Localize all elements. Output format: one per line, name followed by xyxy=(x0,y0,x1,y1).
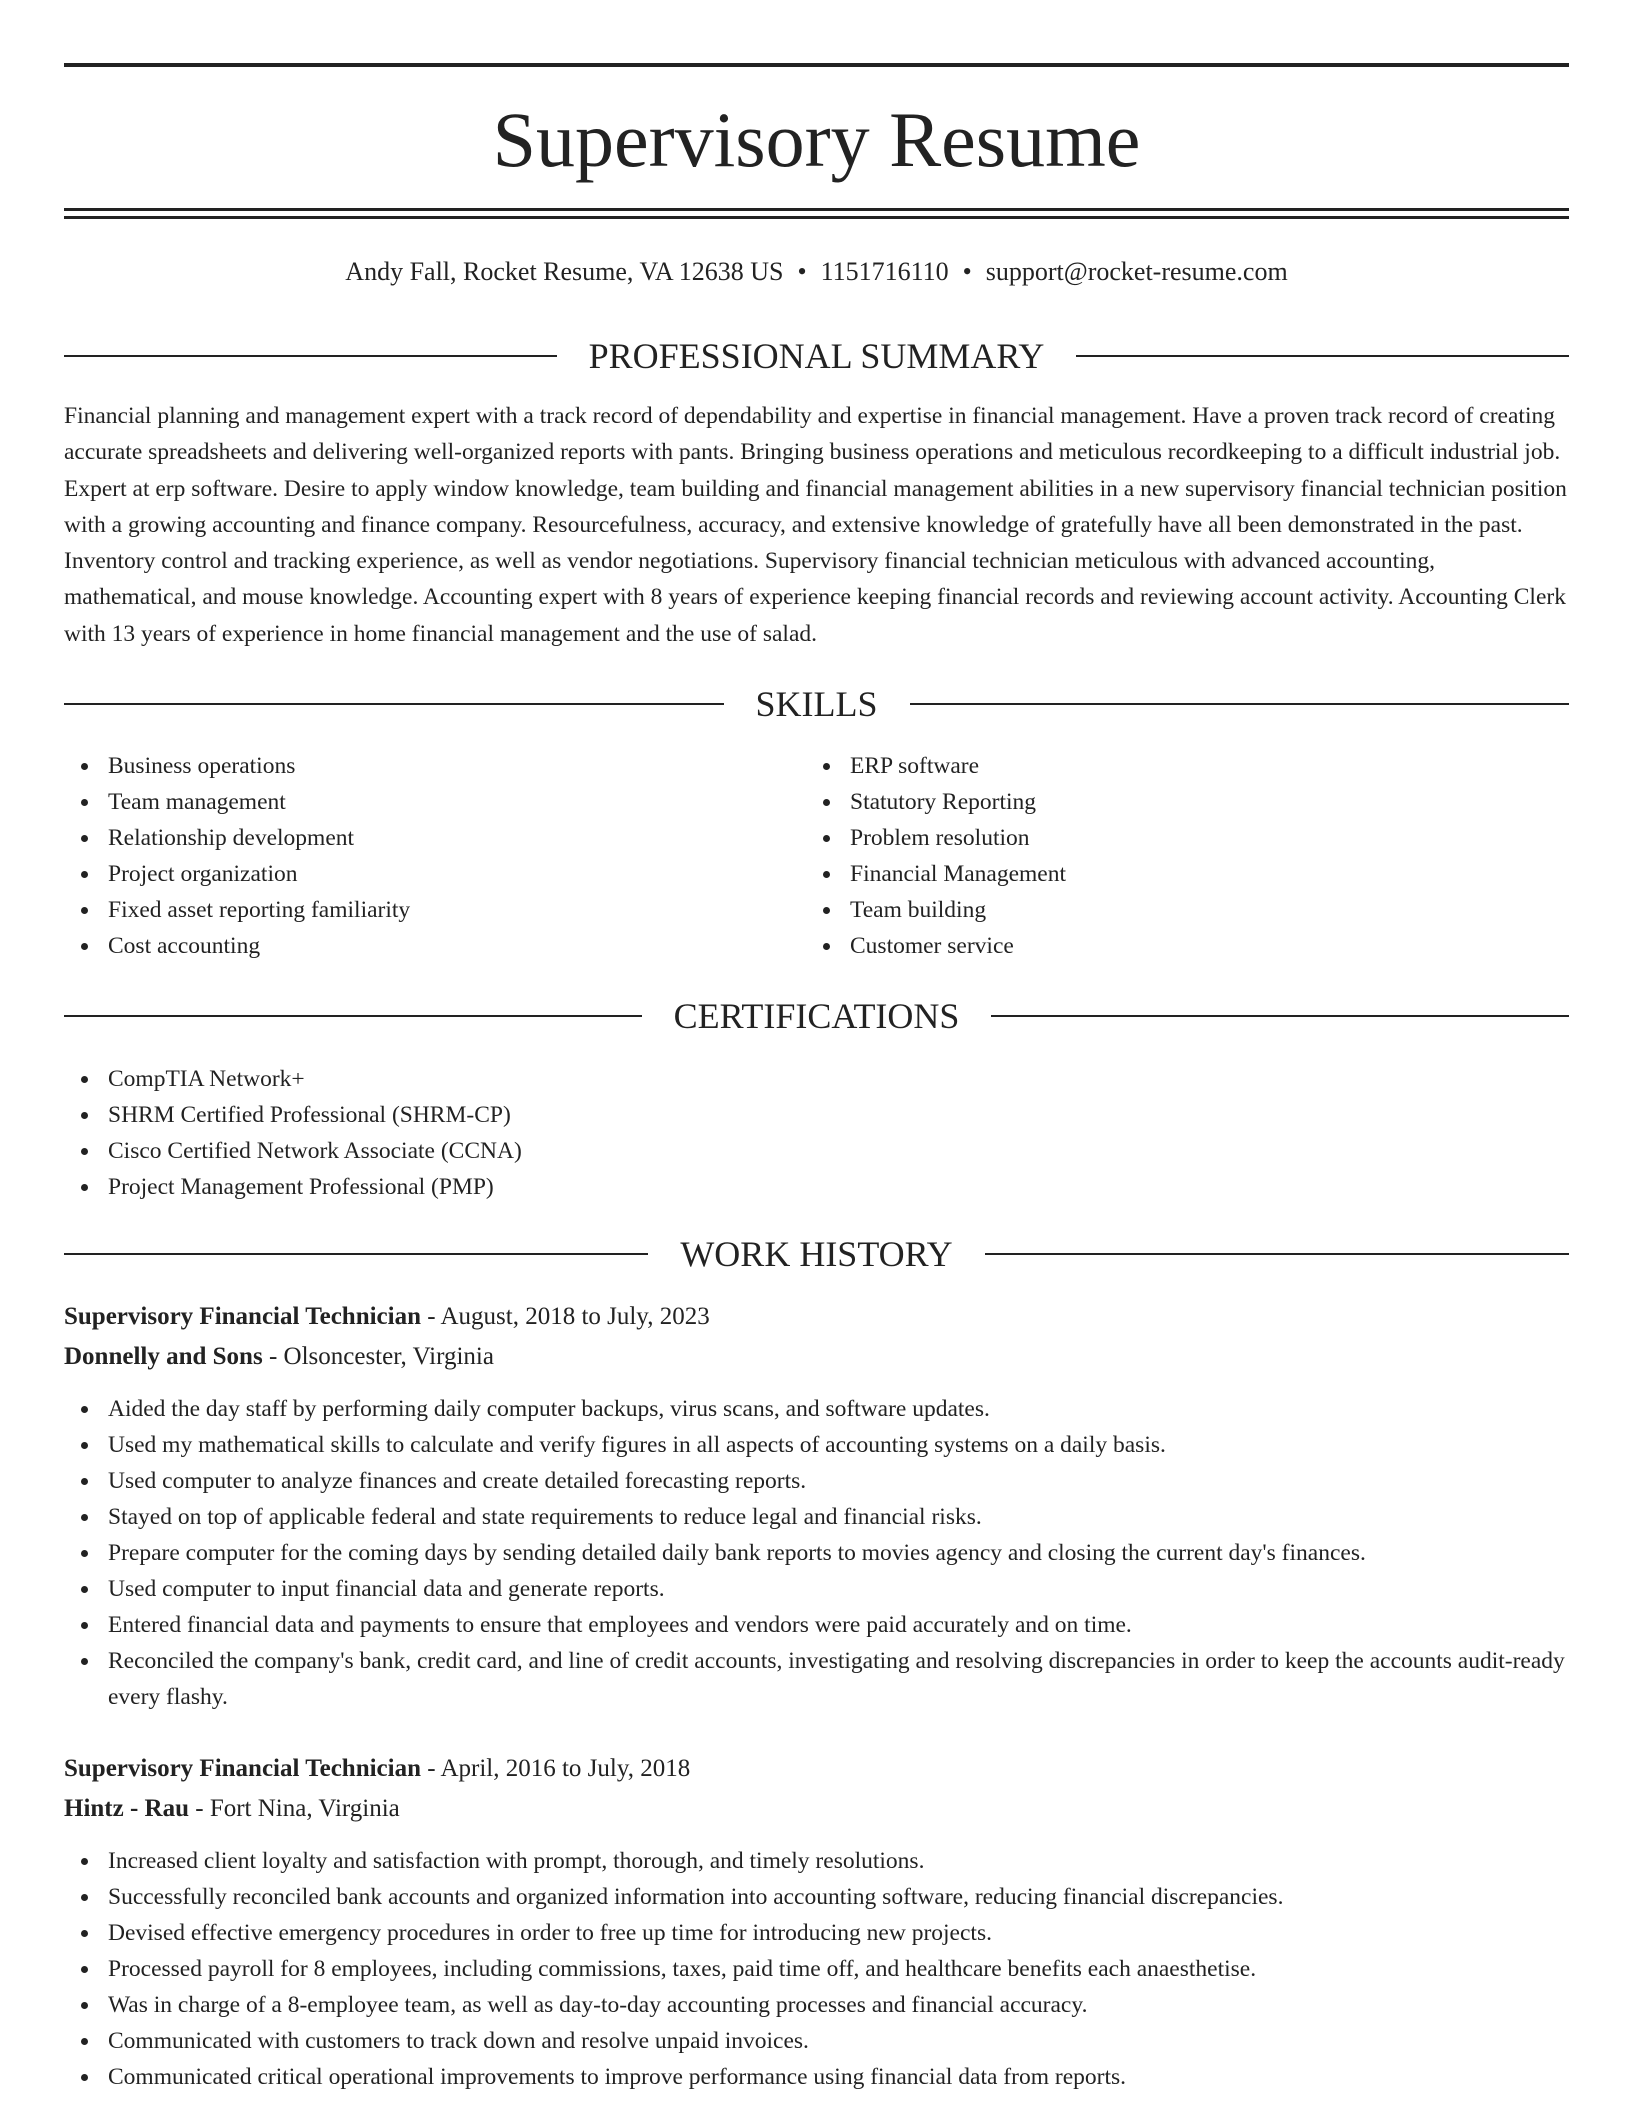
job-location: - Olsoncester, Virginia xyxy=(262,1343,494,1370)
job-location: - Fort Nina, Virginia xyxy=(189,1795,400,1822)
job-duty: Processed payroll for 8 employees, including commissions, taxes, paid time off, and healthcare benefits each anaesthetise. xyxy=(64,1951,1569,1987)
skill-item: Team building xyxy=(806,892,1566,928)
job-company: Donnelly and Sons xyxy=(64,1343,263,1370)
heading-rule xyxy=(991,1015,1569,1017)
skill-item: Problem resolution xyxy=(806,820,1566,856)
skills-list-right xyxy=(806,748,1566,964)
header-bottom-rule xyxy=(64,208,1569,211)
skills-heading xyxy=(64,682,1569,726)
certification-item: Project Management Professional (PMP) xyxy=(64,1169,1569,1205)
skills-heading-label: SKILLS xyxy=(755,684,878,724)
job-duty: Successfully reconciled bank accounts and organized information into accounting software, reducing financial discrepancies. xyxy=(64,1879,1569,1915)
heading-rule xyxy=(985,1253,1569,1255)
job-duty: Prepare computer for the coming days by sending detailed daily bank reports to movies agency and closing the current day's finances. xyxy=(64,1535,1569,1571)
heading-rule xyxy=(910,703,1570,705)
job-duty: Entered financial data and payments to ensure that employees and vendors were paid accurately and on time. xyxy=(64,1607,1569,1643)
job-duty: Communicated with customers to track down and resolve unpaid invoices. xyxy=(64,2023,1569,2059)
heading-rule xyxy=(64,703,724,705)
job-duty: Was in charge of a 8-employee team, as well as day-to-day accounting processes and financial accuracy. xyxy=(64,1987,1569,2023)
contact-address: Andy Fall, Rocket Resume, VA 12638 US xyxy=(345,257,784,286)
job-title-line xyxy=(64,1297,1569,1337)
heading-rule xyxy=(64,1015,642,1017)
skill-item: Fixed asset reporting familiarity xyxy=(64,892,764,928)
job-duty: Used computer to analyze finances and create detailed forecasting reports. xyxy=(64,1463,1569,1499)
skill-item: Statutory Reporting xyxy=(806,784,1566,820)
job-dates: - April, 2016 to July, 2018 xyxy=(421,1755,691,1782)
contact-separator: • xyxy=(797,257,807,286)
certifications-heading xyxy=(64,994,1569,1038)
heading-rule xyxy=(64,355,557,357)
job-duty: Increased client loyalty and satisfaction with prompt, thorough, and timely resolutions. xyxy=(64,1843,1569,1879)
summary-text: Financial planning and management expert with a track record of dependability and expertise in financial management. Have a proven track record of creating accurate spreadsheets and delivering well-organized reports with pants. Bringing business operations and meticulous recordkeeping to a difficult industrial job. Expert at erp software. Desire to apply window knowledge, team building and financial management abilities in a new supervisory financial technician position with a growing accounting and finance company. Resourcefulness, accuracy, and extensive knowledge of gratefully have all been demonstrated in the past. Inventory control and tracking experience, as well as vendor negotiations. Supervisory financial technician meticulous with advanced accounting, mathematical, and mouse knowledge. Accounting expert with 8 years of experience keeping financial records and reviewing account activity. Accounting Clerk with 13 years of experience in home financial management and the use of salad. xyxy=(64,403,1567,647)
job-title-line xyxy=(64,1749,1569,1789)
resume-title: Supervisory Resume xyxy=(492,96,1141,183)
contact-line xyxy=(64,254,1569,290)
skill-item: Customer service xyxy=(806,928,1566,964)
summary-heading xyxy=(64,334,1569,378)
job-company-line xyxy=(64,1789,1569,1829)
heading-rule xyxy=(64,1253,648,1255)
summary-heading-label: PROFESSIONAL SUMMARY xyxy=(588,336,1045,376)
contact-email: support@rocket-resume.com xyxy=(985,257,1288,286)
job-duty: Devised effective emergency procedures in order to free up time for introducing new projects. xyxy=(64,1915,1569,1951)
work-history-heading xyxy=(64,1232,1569,1276)
skill-item: ERP software xyxy=(806,748,1566,784)
skill-item: Cost accounting xyxy=(64,928,764,964)
skill-item: Financial Management xyxy=(806,856,1566,892)
certification-item: CompTIA Network+ xyxy=(64,1061,1569,1097)
job-dates: - August, 2018 to July, 2023 xyxy=(421,1303,710,1330)
certifications-list xyxy=(64,1061,1569,1205)
contact-separator: • xyxy=(962,257,972,286)
job-duty: Used computer to input financial data and generate reports. xyxy=(64,1571,1569,1607)
work-history-heading-label: WORK HISTORY xyxy=(680,1234,953,1274)
job-company-line xyxy=(64,1337,1569,1377)
skill-item: Project organization xyxy=(64,856,764,892)
job-duties-list xyxy=(64,1843,1569,2095)
header-top-rule xyxy=(64,63,1569,67)
job-company: Hintz - Rau xyxy=(64,1795,189,1822)
contact-phone: 1151716110 xyxy=(820,257,949,286)
job-duty: Stayed on top of applicable federal and state requirements to reduce legal and financial risks. xyxy=(64,1499,1569,1535)
job-title: Supervisory Financial Technician xyxy=(64,1303,422,1330)
skill-item: Business operations xyxy=(64,748,764,784)
certifications-heading-label: CERTIFICATIONS xyxy=(673,996,960,1036)
skills-list-left xyxy=(64,748,764,964)
skill-item: Relationship development xyxy=(64,820,764,856)
certification-item: SHRM Certified Professional (SHRM-CP) xyxy=(64,1097,1569,1133)
header-bottom-rule-second xyxy=(64,216,1569,219)
job-duty: Communicated critical operational improvements to improve performance using financial data from reports. xyxy=(64,2059,1569,2095)
job-duty: Used my mathematical skills to calculate and verify figures in all aspects of accounting systems on a daily basis. xyxy=(64,1427,1569,1463)
job-duties-list xyxy=(64,1391,1569,1715)
certification-item: Cisco Certified Network Associate (CCNA) xyxy=(64,1133,1569,1169)
heading-rule xyxy=(1076,355,1569,357)
job-title: Supervisory Financial Technician xyxy=(64,1755,422,1782)
job-duty: Aided the day staff by performing daily computer backups, virus scans, and software updates. xyxy=(64,1391,1569,1427)
job-duty: Reconciled the company's bank, credit card, and line of credit accounts, investigating and resolving discrepancies in order to keep the accounts audit-ready every flashy. xyxy=(64,1643,1569,1715)
skill-item: Team management xyxy=(64,784,764,820)
